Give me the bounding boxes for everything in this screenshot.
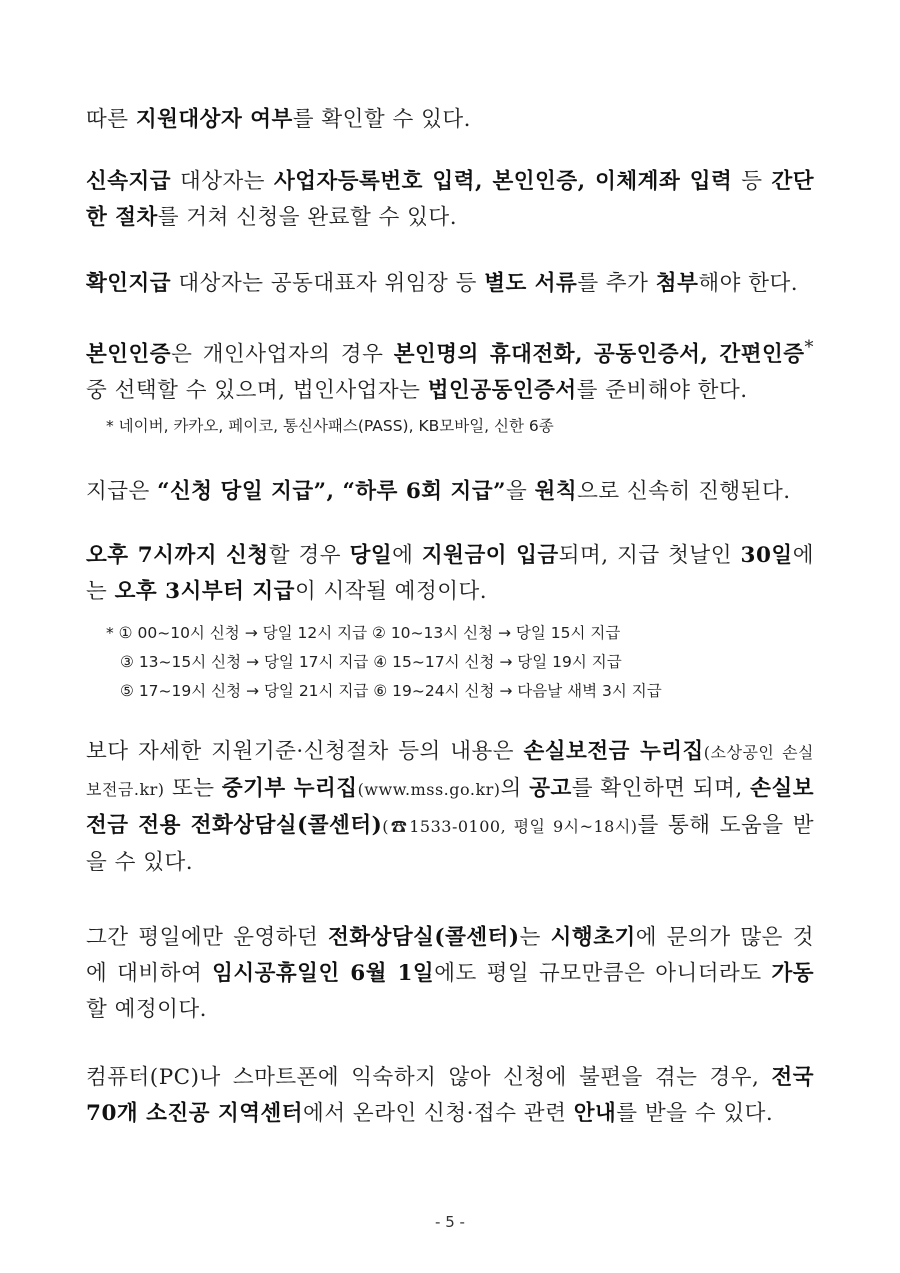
paragraph-payment-principle	[86, 474, 814, 510]
bold-text: 가동	[771, 961, 815, 986]
footnote-simple-auth	[106, 412, 806, 441]
text: 되며, 지급 첫날인	[558, 543, 741, 568]
bold-text: 확인지급	[86, 271, 172, 296]
bold-text: 지원금이 입금	[421, 543, 559, 568]
bold-text: 신속지급	[86, 169, 172, 194]
paragraph-payment-schedule	[86, 538, 814, 610]
text: 에	[392, 543, 422, 568]
bold-text: 전국 70개 소진공 지역센터	[86, 1065, 814, 1126]
bold-text: 30일	[740, 543, 793, 568]
text: 를 추가	[577, 271, 656, 296]
text: 중 선택할 수 있으며, 법인사업자는	[86, 378, 428, 404]
bold-text: 간단한 절차	[86, 169, 814, 230]
text: 할 예정이다.	[86, 997, 208, 1022]
bold-text: 손실보전금 전용 전화상담실(콜센터)	[86, 776, 814, 838]
footnote-line: ⑤ 17~19시 신청 → 당일 21시 지급 ⑥ 19~24시 신청 → 다음날 새벽 3시 지급	[120, 682, 662, 700]
bold-text: 안내	[573, 1101, 617, 1126]
paragraph-more-info	[86, 734, 814, 881]
text: 을	[505, 479, 535, 504]
text: 등	[732, 169, 772, 194]
footnote-payment-times	[106, 619, 806, 706]
small-text: (www.mss.go.kr)	[357, 780, 501, 799]
footnote-text: * 네이버, 카카오, 페이코, 통신사패스(PASS), KB모바일, 신한 6종	[106, 417, 554, 435]
bold-text: 임시공휴일인 6월 1일	[212, 961, 435, 986]
bold-text: 전화상담실(콜센터)	[328, 925, 520, 950]
text: 를 확인할 수 있다.	[292, 107, 471, 132]
bold-text: 오후 7시까지 신청	[86, 543, 269, 568]
bold-text: 별도 서류	[484, 271, 578, 296]
text: 에는	[86, 543, 814, 604]
text: 이 시작될 예정이다.	[294, 579, 488, 604]
text: 에 문의가 많은 것에 대비하여	[86, 925, 815, 986]
text: 은 개인사업자의 경우	[171, 342, 394, 368]
text: 를 확인하면 되며,	[571, 776, 751, 801]
paragraph-identity-verification	[86, 330, 814, 409]
paragraph-regional-centers	[86, 1060, 814, 1132]
bold-text: 손실보전금 누리집	[523, 739, 704, 764]
footnote-line: ③ 13~15시 신청 → 당일 17시 지급 ④ 15~17시 신청 → 당일 19시 지급	[120, 653, 622, 671]
paragraph-confirm-payment	[86, 266, 814, 302]
bold-text: 본인인증	[86, 342, 172, 368]
text: 또는	[164, 776, 222, 801]
text: 대상자는	[171, 169, 274, 194]
text: 할 경우	[268, 543, 350, 568]
text: 를 통해 도움을 받을 수 있다.	[86, 813, 815, 875]
text: 지급은	[86, 479, 158, 504]
bold-text: 법인공동인증서	[427, 378, 577, 404]
bold-text: 당일	[349, 543, 393, 568]
text: 의	[500, 776, 530, 801]
text: 를 받을 수 있다.	[616, 1101, 774, 1126]
bold-text: 지원대상자 여부	[135, 107, 293, 132]
text: 보다 자세한 지원기준·신청절차 등의 내용은	[86, 739, 524, 764]
page-number: - 5 -	[435, 1213, 465, 1231]
bold-text: 중기부 누리집	[221, 776, 358, 801]
text: 으로 신속히 진행된다.	[577, 479, 791, 504]
text: 에도 평일 규모만큼은 아니더라도	[434, 961, 772, 986]
paragraph-call-center	[86, 920, 814, 1028]
text: 컴퓨터(PC)나 스마트폰에 익숙하지 않아 신청에 불편을 겪는 경우,	[86, 1065, 772, 1090]
text: 는	[519, 925, 551, 950]
text: 따른	[86, 107, 136, 132]
paragraph-fast-payment	[86, 164, 814, 236]
text: 그간 평일에만 운영하던	[86, 925, 329, 950]
bold-text: 본인명의 휴대전화, 공동인증서, 간편인증	[393, 342, 805, 368]
bold-text: “신청 당일 지급”, “하루 6회 지급”	[157, 479, 506, 504]
bold-text: 원칙	[534, 479, 578, 504]
text: 를 준비해야 한다.	[576, 378, 748, 404]
text: 해야 한다.	[698, 271, 799, 296]
bold-text: 사업자등록번호 입력, 본인인증, 이체계좌 입력	[273, 169, 733, 194]
text: 에서 온라인 신청·접수 관련	[303, 1101, 574, 1126]
bold-text: 공고	[529, 776, 572, 801]
small-text: (소상공인 손실보전금.kr)	[86, 743, 814, 799]
footnote-marker: *	[804, 337, 814, 358]
bold-text: 첨부	[655, 271, 699, 296]
paragraph-eligibility-check	[86, 102, 814, 138]
footnote-line: * ① 00~10시 신청 → 당일 12시 지급 ② 10~13시 신청 → 당일 15시 지급	[106, 624, 621, 642]
small-text: (☎1533-0100, 평일 9시~18시)	[382, 817, 638, 836]
text: 를 거쳐 신청을 완료할 수 있다.	[157, 205, 458, 230]
text: 대상자는 공동대표자 위임장 등	[171, 271, 485, 296]
bold-text: 시행초기	[550, 925, 636, 950]
bold-text: 오후 3시부터 지급	[114, 579, 295, 604]
